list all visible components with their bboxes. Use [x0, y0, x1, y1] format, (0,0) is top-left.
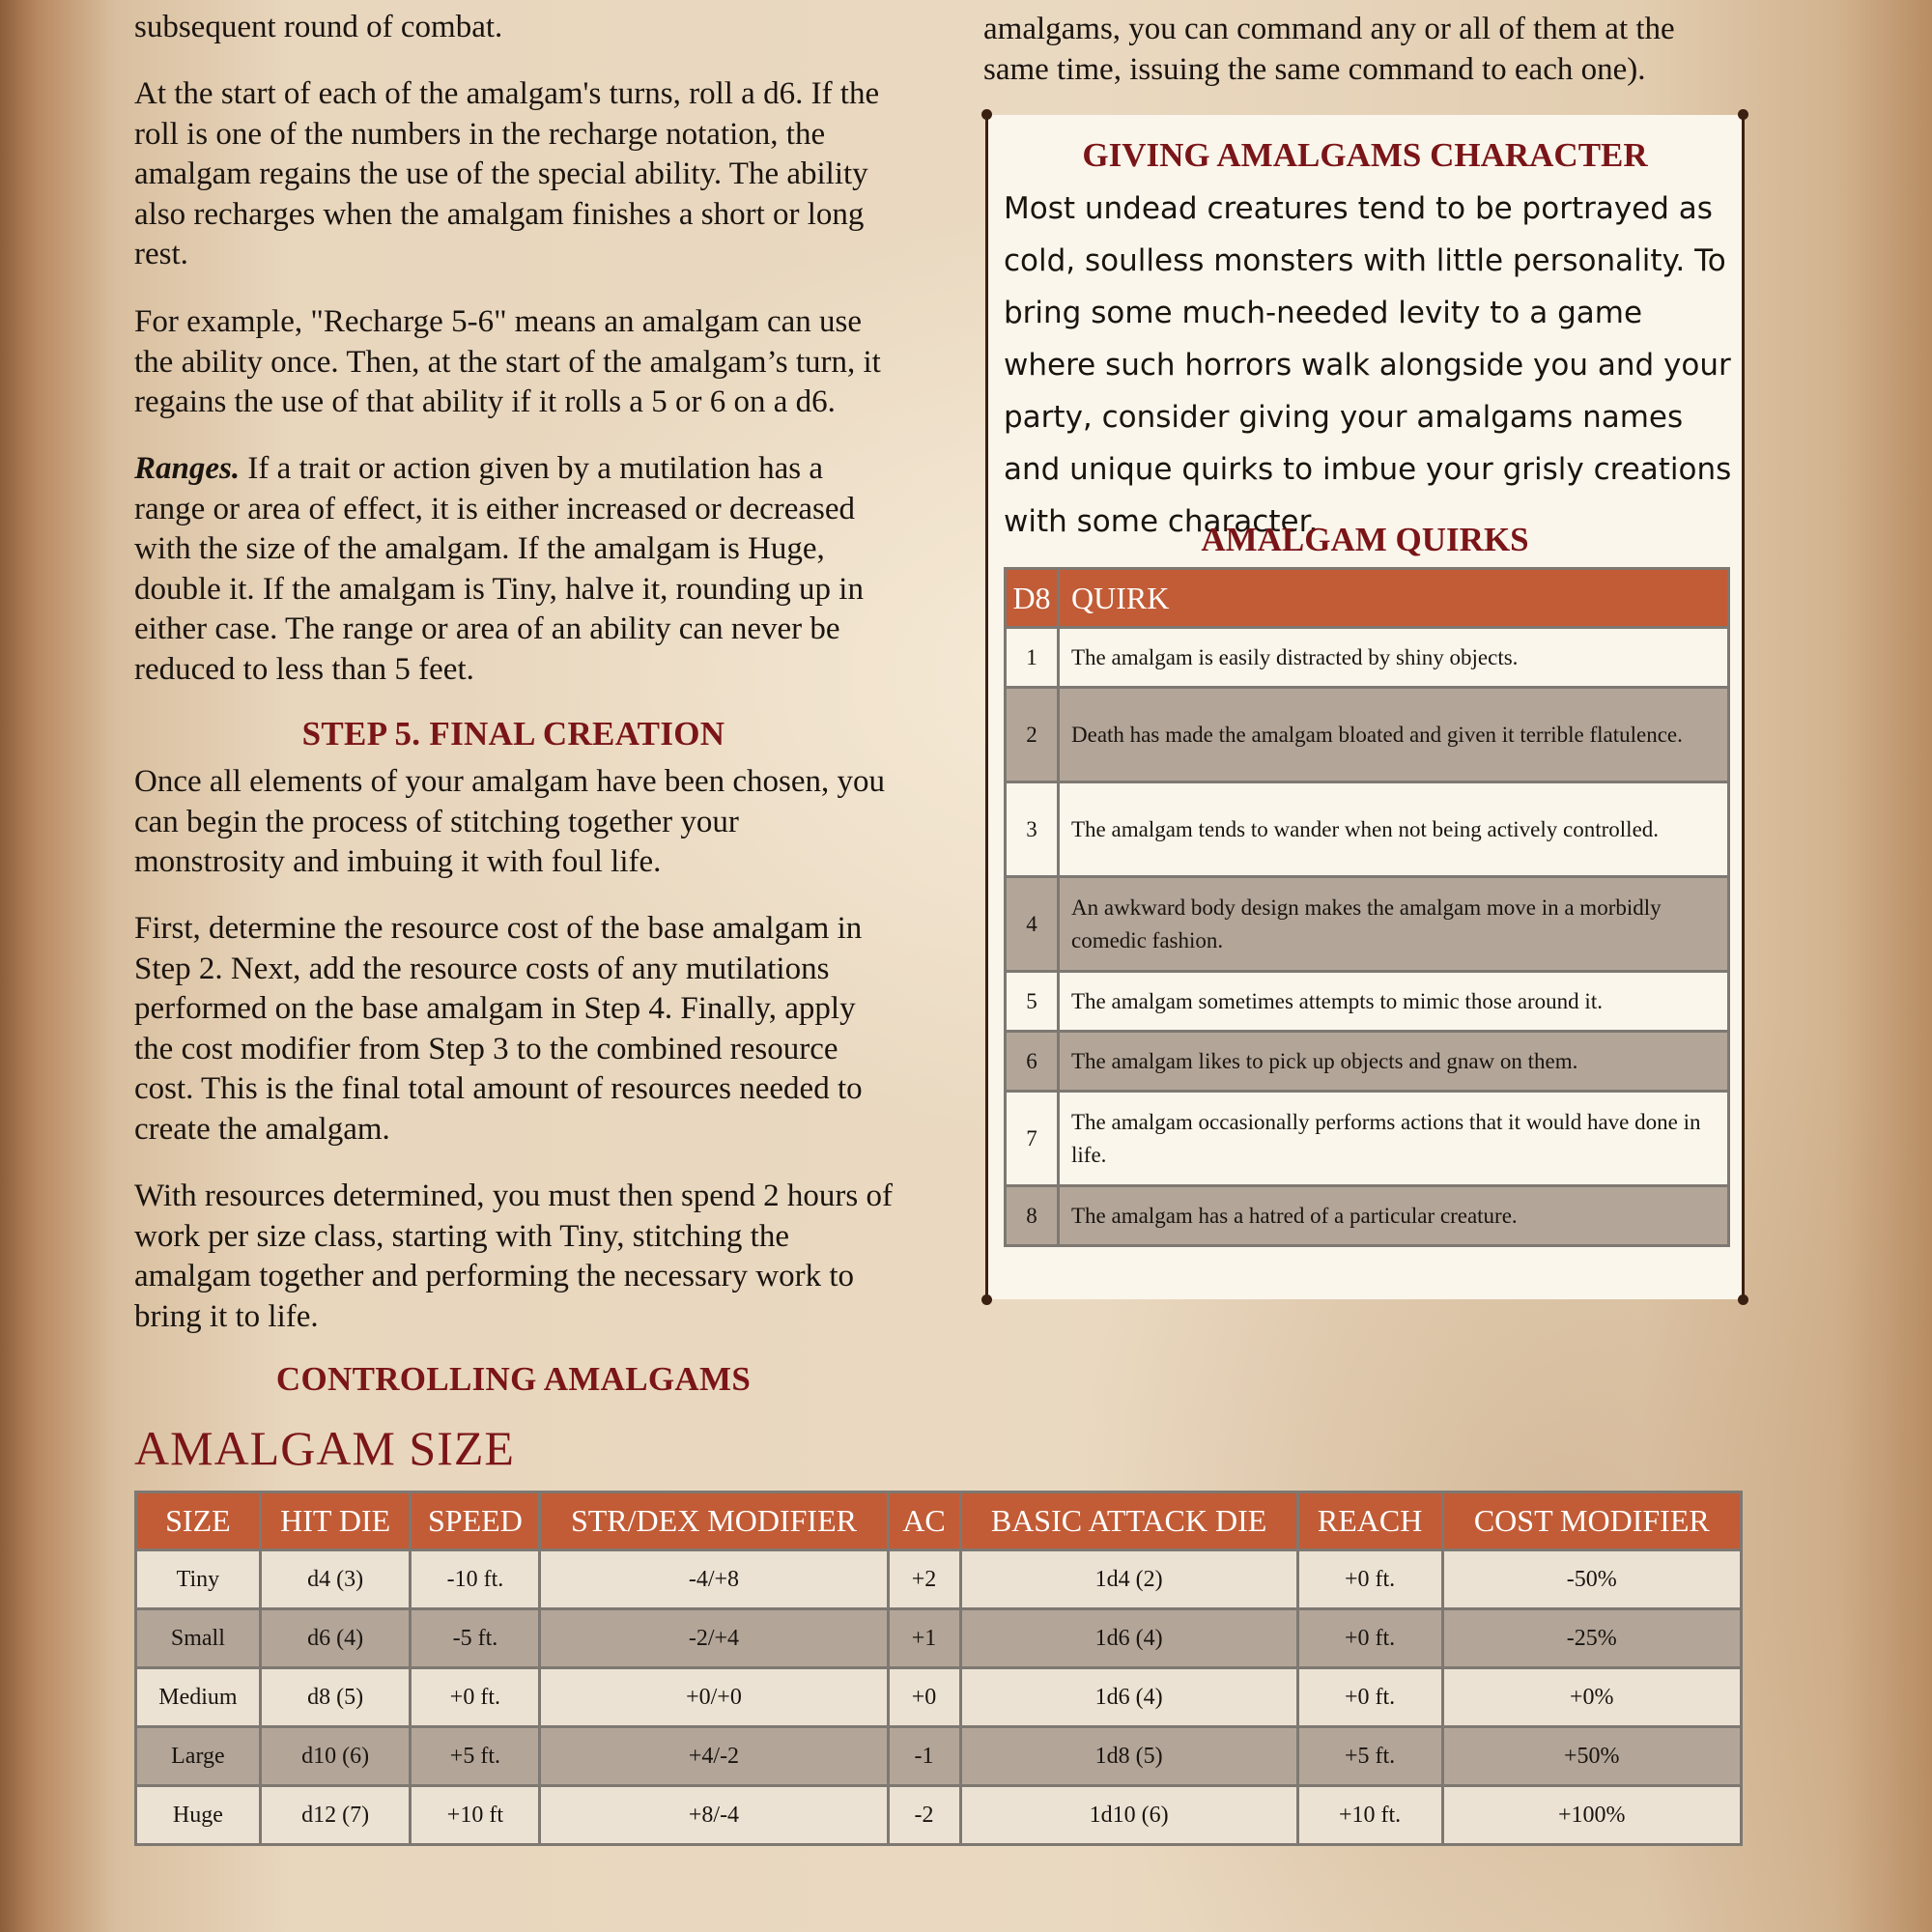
- table-row: [1006, 1092, 1729, 1186]
- quirk-number: 7: [1006, 1092, 1059, 1186]
- sidebar-giving-character: [985, 115, 1745, 1299]
- cell-str-dex: -4/+8: [540, 1550, 888, 1609]
- cell-ac: +1: [888, 1609, 960, 1668]
- quirk-text: The amalgam has a hatred of a particular creature.: [1059, 1186, 1729, 1246]
- cell-size: Large: [136, 1727, 261, 1786]
- amalgam-size-title: AMALGAM SIZE: [134, 1421, 515, 1475]
- size-header-reach: REACH: [1297, 1492, 1442, 1550]
- cell-cost: -25%: [1442, 1609, 1741, 1668]
- cell-cost: +100%: [1442, 1786, 1741, 1845]
- size-header-attack-die: BASIC ATTACK DIE: [960, 1492, 1297, 1550]
- cell-size: Tiny: [136, 1550, 261, 1609]
- quirk-number: 3: [1006, 782, 1059, 877]
- cell-size: Huge: [136, 1786, 261, 1845]
- cell-hit-die: d8 (5): [260, 1668, 411, 1727]
- quirk-number: 8: [1006, 1186, 1059, 1246]
- cell-speed: +5 ft.: [411, 1727, 540, 1786]
- step5-heading: STEP 5. FINAL CREATION: [301, 715, 725, 753]
- paragraph-step5-intro: Once all elements of your amalgam have been chosen, you can begin the process of stitching together your monstrosity and imbuing it with foul life.: [134, 764, 886, 879]
- quirk-number: 4: [1006, 877, 1059, 972]
- corner-dot-icon: [981, 1294, 992, 1305]
- cell-cost: +0%: [1442, 1668, 1741, 1727]
- quirks-header-d8: D8: [1006, 569, 1059, 628]
- cell-ac: -1: [888, 1727, 960, 1786]
- cell-speed: -5 ft.: [411, 1609, 540, 1668]
- cell-speed: +0 ft.: [411, 1668, 540, 1727]
- cell-hit-die: d12 (7): [260, 1786, 411, 1845]
- table-row: [136, 1668, 1742, 1727]
- cell-attack-die: 1d6 (4): [960, 1668, 1297, 1727]
- table-row: [136, 1609, 1742, 1668]
- quirk-number: 6: [1006, 1032, 1059, 1092]
- cell-attack-die: 1d10 (6): [960, 1786, 1297, 1845]
- paragraph-command-amalgams: amalgams, you can command any or all of them at the same time, issuing the same command to each one).: [983, 12, 1675, 87]
- quirk-number: 2: [1006, 688, 1059, 782]
- size-header-hit-die: HIT DIE: [260, 1492, 411, 1550]
- table-row: [1006, 782, 1729, 877]
- cell-attack-die: 1d6 (4): [960, 1609, 1297, 1668]
- cell-ac: +0: [888, 1668, 960, 1727]
- cell-reach: +0 ft.: [1297, 1550, 1442, 1609]
- paragraph-combat-round: subsequent round of combat.: [134, 10, 503, 44]
- quirk-number: 5: [1006, 972, 1059, 1032]
- quirks-header-quirk: QUIRK: [1059, 569, 1729, 628]
- controlling-heading: CONTROLLING AMALGAMS: [275, 1360, 752, 1398]
- ranges-label: Ranges.: [134, 451, 241, 486]
- size-header-row: [136, 1492, 1742, 1550]
- cell-speed: +10 ft: [411, 1786, 540, 1845]
- size-header-speed: SPEED: [411, 1492, 540, 1550]
- table-row: [136, 1550, 1742, 1609]
- table-row: [136, 1786, 1742, 1845]
- cell-cost: -50%: [1442, 1550, 1741, 1609]
- cell-cost: +50%: [1442, 1727, 1741, 1786]
- cell-str-dex: +8/-4: [540, 1786, 888, 1845]
- cell-hit-die: d10 (6): [260, 1727, 411, 1786]
- cell-str-dex: -2/+4: [540, 1609, 888, 1668]
- corner-dot-icon: [981, 109, 992, 120]
- cell-size: Medium: [136, 1668, 261, 1727]
- quirk-text: Death has made the amalgam bloated and given it terrible flatulence.: [1059, 688, 1729, 782]
- cell-reach: +5 ft.: [1297, 1727, 1442, 1786]
- quirk-text: The amalgam tends to wander when not being actively controlled.: [1059, 782, 1729, 877]
- cell-attack-die: 1d4 (2): [960, 1550, 1297, 1609]
- size-header-str-dex: STR/DEX MODIFIER: [540, 1492, 888, 1550]
- sidebar-title: GIVING AMALGAMS CHARACTER: [1082, 136, 1648, 174]
- quirk-text: The amalgam likes to pick up objects and gnaw on them.: [1059, 1032, 1729, 1092]
- corner-dot-icon: [1738, 1294, 1748, 1305]
- cell-ac: -2: [888, 1786, 960, 1845]
- table-row: [1006, 1186, 1729, 1246]
- cell-hit-die: d6 (4): [260, 1609, 411, 1668]
- size-header-ac: AC: [888, 1492, 960, 1550]
- table-row: [136, 1727, 1742, 1786]
- cell-size: Small: [136, 1609, 261, 1668]
- quirk-number: 1: [1006, 628, 1059, 688]
- cell-ac: +2: [888, 1550, 960, 1609]
- paragraph-recharge-example: For example, "Recharge 5-6" means an amalgam can use the ability once. Then, at the start of the amalgam’s turn, it regains the use of that ability if it rolls a 5 or 6 on a d6.: [134, 304, 881, 419]
- table-row: [1006, 877, 1729, 972]
- amalgam-size-table: [134, 1491, 1743, 1846]
- cell-reach: +0 ft.: [1297, 1668, 1442, 1727]
- quirks-title: AMALGAM QUIRKS: [1201, 521, 1529, 558]
- cell-str-dex: +0/+0: [540, 1668, 888, 1727]
- table-row: [1006, 688, 1729, 782]
- paragraph-ranges: [134, 449, 893, 690]
- sidebar-body: Most undead creatures tend to be portrayed as cold, soulless monsters with little personality. To bring some much-needed levity to a game where such horrors walk alongside you and your party, consider giving your amalgams names and unique quirks to imbue your grisly creations with some character.: [1004, 191, 1732, 539]
- quirk-text: The amalgam sometimes attempts to mimic those around it.: [1059, 972, 1729, 1032]
- ranges-text: If a trait or action given by a mutilation has a range or area of effect, it is either increased or decreased with the size of the amalgam. If the amalgam is Huge, double it. If the amalgam is Tiny, halve it, rounding up in either case. The range or area of an ability can never be reduced to less than 5 feet.: [134, 451, 864, 687]
- paragraph-step5-time: With resources determined, you must then spend 2 hours of work per size class, starting with Tiny, stitching the amalgam together and performing the necessary work to bring it to life.: [134, 1179, 894, 1334]
- quirk-text: The amalgam is easily distracted by shiny objects.: [1059, 628, 1729, 688]
- size-header-size: SIZE: [136, 1492, 261, 1550]
- cell-attack-die: 1d8 (5): [960, 1727, 1297, 1786]
- size-header-cost: COST MODIFIER: [1442, 1492, 1741, 1550]
- paragraph-step5-cost: First, determine the resource cost of the base amalgam in Step 2. Next, add the resource costs of any mutilations performed on the base amalgam in Step 4. Finally, apply the cost modifier from Step 3 to the combined resource cost. This is the final total amount of resources needed to create the amalgam.: [134, 911, 863, 1147]
- quirk-text: An awkward body design makes the amalgam move in a morbidly comedic fashion.: [1059, 877, 1729, 972]
- table-row: [1006, 1032, 1729, 1092]
- cell-speed: -10 ft.: [411, 1550, 540, 1609]
- quirks-header-row: [1006, 569, 1729, 628]
- quirks-table: [1004, 567, 1730, 1247]
- cell-str-dex: +4/-2: [540, 1727, 888, 1786]
- table-row: [1006, 972, 1729, 1032]
- cell-reach: +0 ft.: [1297, 1609, 1442, 1668]
- paragraph-recharge: At the start of each of the amalgam's turns, roll a d6. If the roll is one of the numbers in the recharge notation, the amalgam regains the use of the special ability. The ability also recharges when the amalgam finishes a short or long rest.: [134, 76, 880, 271]
- table-row: [1006, 628, 1729, 688]
- cell-reach: +10 ft.: [1297, 1786, 1442, 1845]
- cell-hit-die: d4 (3): [260, 1550, 411, 1609]
- corner-dot-icon: [1738, 109, 1748, 120]
- quirk-text: The amalgam occasionally performs actions that it would have done in life.: [1059, 1092, 1729, 1186]
